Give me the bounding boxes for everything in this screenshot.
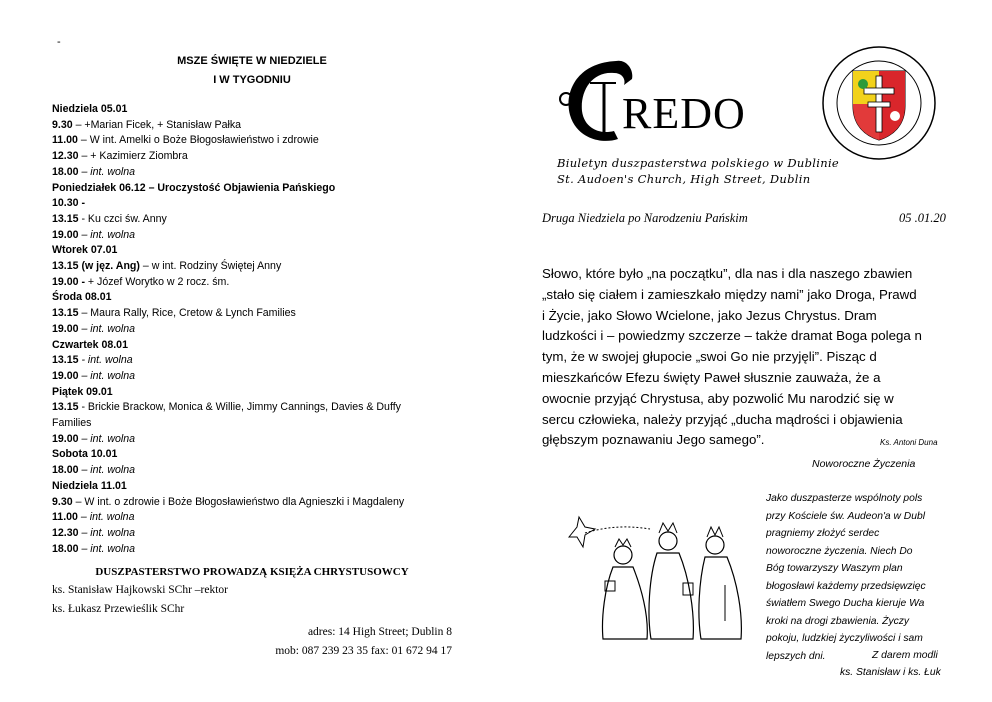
wishes-line: Jako duszpasterze wspólnoty pols	[766, 493, 923, 504]
article-line: i Życie, jako Słowo Wcielone, jako Jezus Chrystus. Dram	[542, 307, 877, 323]
schedule-day-heading: Środa 08.01	[52, 291, 112, 304]
mass-time: 11.00	[52, 134, 78, 147]
article-line: głębszym poznawaniu Jego samego”.	[542, 432, 765, 448]
article-line: tym, że w swojej głupocie „swoi Go nie przyjęli”. Pisząc d	[542, 349, 877, 365]
subtitle-line2: St. Audoen's Church, High Street, Dublin	[557, 172, 811, 186]
mass-time: 13.15	[52, 307, 79, 320]
mass-intention: – int. wolna	[78, 542, 136, 555]
schedule-title-line2: I W TYGODNIU	[213, 74, 291, 86]
mass-time: 19.00 -	[52, 275, 85, 288]
mass-time: 9.30	[52, 118, 73, 131]
schedule-entry	[52, 275, 452, 291]
schedule-day-heading: Czwartek 08.01	[52, 338, 128, 351]
wishes-line: Bóg towarzyszy Waszym plan	[766, 563, 903, 574]
schedule-entry	[52, 432, 452, 448]
wishes-line: lepszych dni.	[766, 650, 826, 662]
mass-intention: - int. wolna	[78, 354, 133, 367]
mass-intention: – int. wolna	[78, 228, 136, 241]
mass-time: 13.15	[52, 212, 79, 225]
mass-time: 19.00	[52, 228, 79, 241]
article-line: ludzkości i – powiedzmy szczerze – także dramat Boga polega n	[542, 328, 922, 344]
address: adres: 14 High Street; Dublin 8	[307, 626, 452, 639]
article-line: sercu człowieka, należy przyjąć „ducha mądrości i objawienia	[542, 411, 903, 427]
schedule-entry	[52, 149, 452, 165]
mass-time: 12.30	[52, 150, 79, 163]
mass-intention: + Józef Worytko w 2 rocz. śm.	[84, 275, 230, 288]
wishes-heading: Noworoczne Życzenia	[812, 458, 916, 470]
mass-time: 10.30 -	[52, 197, 85, 210]
schedule-list	[52, 102, 452, 557]
mass-intention: – int. wolna	[78, 526, 136, 539]
mass-time: 19.00	[52, 432, 79, 445]
mass-intention: – int. wolna	[78, 464, 136, 477]
wishes-line: kroki na drogi zbawienia. Życzy	[766, 615, 910, 627]
mass-time: 12.30	[52, 526, 79, 539]
bulletin-date: 05 .01.20	[899, 211, 946, 225]
article-author: Ks. Antoni Duna	[880, 438, 938, 447]
schedule-entry	[52, 228, 452, 244]
schedule-day-heading: Wtorek 07.01	[52, 244, 118, 257]
wishes-line: pragniemy złożyć serdec	[766, 528, 880, 539]
schedule-continuation: Families	[52, 417, 92, 430]
mass-time: 13.15	[52, 354, 79, 367]
mass-intention: – int. wolna	[78, 432, 136, 445]
schedule-entry	[52, 259, 452, 275]
parish-crest-icon	[820, 44, 938, 162]
schedule-entry	[52, 165, 452, 181]
schedule-day-heading: Poniedziałek 06.12 – Uroczystość Objawienia Pańskiego	[52, 181, 336, 194]
sunday-name: Druga Niedziela po Narodzeniu Pańskim	[542, 211, 748, 225]
wishes-line: błogosławi każdemy przedsięwzięc	[766, 580, 926, 592]
three-kings-illustration-icon	[555, 497, 760, 647]
bulletin-subtitle	[557, 155, 839, 187]
mass-intention: – int. wolna	[78, 322, 136, 335]
schedule-title-line1: MSZE ŚWIĘTE W NIEDZIELE	[177, 55, 327, 67]
mass-intention: – int. wolna	[78, 165, 136, 178]
wishes-line: noworoczne życzenia. Niech Do	[766, 545, 913, 557]
wishes-line: przy Kościele św. Audeon'a w Dubl	[766, 510, 925, 522]
wishes-line: pokoju, ludzkiej życzyliwości i sam	[766, 633, 923, 644]
clergy-heading: DUSZPASTERSTWO PROWADZĄ KSIĘŻA CHRYSTUSOWCY	[95, 566, 409, 579]
mass-time: 19.00	[52, 369, 79, 382]
schedule-entry	[52, 369, 452, 385]
signature-line2: ks. Stanisław i ks. Łuk	[840, 667, 941, 678]
wishes-line: światłem Swego Ducha kieruje Wa	[766, 598, 925, 609]
mass-schedule-column	[52, 52, 452, 661]
wishes-body	[766, 490, 950, 665]
mass-intention: – + Kazimierz Ziombra	[78, 150, 188, 163]
mass-intention: – +Marian Ficek, + Stanisław Pałka	[72, 118, 242, 131]
schedule-day-heading: Sobota 10.01	[52, 448, 118, 461]
mass-time: 9.30	[52, 495, 73, 508]
mass-intention: – W int. Amelki o Boże Błogosławieństwo i zdrowie	[77, 134, 319, 147]
subtitle-line1: Biuletyn duszpasterstwa polskiego w Dublinie	[557, 156, 840, 170]
mass-intention: – int. wolna	[78, 369, 136, 382]
schedule-entry	[52, 400, 452, 416]
mass-intention: – W int. o zdrowie i Boże Błogosławieństwo dla Agnieszki i Magdaleny	[72, 495, 405, 508]
credo-logo-text: REDO	[622, 89, 746, 138]
mass-time: 19.00	[52, 322, 79, 335]
schedule-entry	[52, 322, 452, 338]
mass-intention: – int. wolna	[77, 511, 135, 524]
article-line: owocnie przyjąć Chrystusa, aby pozwolić Mu narodzić się w	[542, 390, 894, 406]
schedule-entry	[52, 542, 452, 558]
schedule-day-heading: Piątek 09.01	[52, 385, 113, 398]
schedule-entry	[52, 118, 452, 134]
article-line: „stało się ciałem i zamieszkało między nami” jako Droga, Prawd	[542, 286, 917, 302]
schedule-entry	[52, 306, 452, 322]
mass-time: 18.00	[52, 464, 79, 477]
clergy-name-1: ks. Stanisław Hajkowski SChr –rektor	[52, 584, 229, 597]
mass-time: 18.00	[52, 165, 79, 178]
mass-time: 11.00	[52, 511, 78, 524]
schedule-entry	[52, 510, 452, 526]
phone-fax: mob: 087 239 23 35 fax: 01 672 94 17	[275, 645, 452, 658]
mass-intention: – Maura Rally, Rice, Cretow & Lynch Families	[78, 307, 296, 320]
schedule-entry	[52, 196, 452, 212]
schedule-entry	[52, 133, 452, 149]
schedule-entry	[52, 526, 452, 542]
schedule-entry	[52, 353, 452, 369]
mass-intention: - Brickie Brackow, Monica & Willie, Jimmy Cannings, Davies & Duffy	[78, 401, 401, 414]
schedule-entry	[52, 212, 452, 228]
schedule-day-heading: Niedziela 11.01	[52, 479, 127, 492]
mass-time: 13.15 (w jęz. Ang)	[52, 260, 140, 273]
mass-intention: – w int. Rodziny Świętej Anny	[139, 260, 282, 273]
clergy-name-2: ks. Łukasz Przewieślik SChr	[52, 603, 185, 616]
mass-time: 13.15	[52, 401, 79, 414]
schedule-title	[52, 52, 452, 90]
article-line: Słowo, które było „na początku”, dla nas i dla naszego zbawien	[542, 266, 913, 281]
signature-line1: Z darem modli	[872, 650, 938, 661]
stray-dash: -	[57, 36, 61, 48]
article-body	[542, 264, 954, 451]
schedule-entry	[52, 495, 452, 511]
mass-time: 18.00	[52, 542, 79, 555]
schedule-day-heading: Niedziela 05.01	[52, 103, 128, 115]
article-line: mieszkańców Efezu święty Paweł słusznie zauważa, że a	[542, 369, 881, 385]
schedule-entry	[52, 463, 452, 479]
mass-intention: - Ku czci św. Anny	[78, 212, 167, 225]
